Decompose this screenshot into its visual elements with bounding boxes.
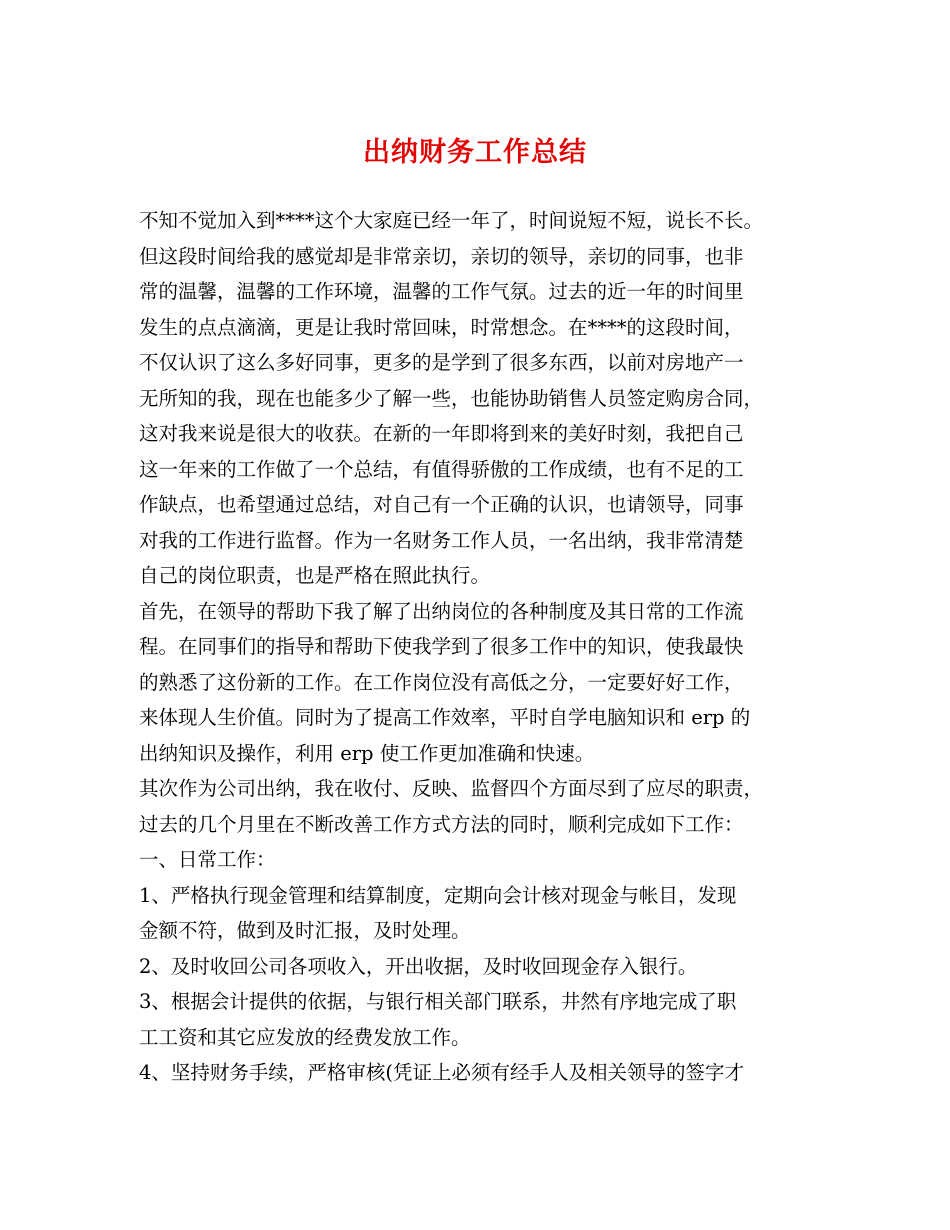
text-line: 4、坚持财务手续，严格审核(凭证上必须有经手人及相关领导的签字才 xyxy=(139,1061,745,1084)
document-title: 出纳财务工作总结 xyxy=(363,137,587,168)
text-line: 但这段时间给我的感觉却是非常亲切，亲切的领导，亲切的同事，也非 xyxy=(139,244,744,268)
text-line: 自己的岗位职责，也是严格在照此执行。 xyxy=(139,564,491,587)
text-line: 3、根据会计提供的依据，与银行相关部门联系，井然有序地完成了职 xyxy=(139,990,737,1013)
text-line: 一、日常工作： xyxy=(139,848,276,871)
text-line: 这一年来的工作做了一个总结，有值得骄傲的工作成绩，也有不足的工 xyxy=(139,457,744,481)
text-line: 出纳知识及操作，利用 erp 使工作更加准确和快速。 xyxy=(139,741,595,765)
text-line: 对我的工作进行监督。作为一名财务工作人员，一名出纳，我非常清楚 xyxy=(139,528,744,552)
text-line: 发生的点点滴滴，更是让我时常回味，时常想念。在****的这段时间， xyxy=(139,315,744,339)
text-line: 不知不觉加入到****这个大家庭已经一年了，时间说短不短，说长不长。 xyxy=(139,209,764,232)
text-line: 首先，在领导的帮助下我了解了出纳岗位的各种制度及其日常的工作流 xyxy=(139,599,744,623)
text-line: 过去的几个月里在不断改善工作方式方法的同时，顺利完成如下工作： xyxy=(139,812,744,836)
text-line: 程。在同事们的指导和帮助下使我学到了很多工作中的知识，使我最快 xyxy=(139,635,744,658)
text-line: 常的温馨，温馨的工作环境，温馨的工作气氛。过去的近一年的时间里 xyxy=(139,280,744,303)
text-line: 来体现人生价值。同时为了提高工作效率，平时自学电脑知识和 erp 的 xyxy=(139,706,751,729)
text-line: 无所知的我，现在也能多少了解一些，也能协助销售人员签定购房合同， xyxy=(139,386,764,410)
text-line: 2、及时收回公司各项收入，开出收据，及时收回现金存入银行。 xyxy=(139,954,698,978)
document-body xyxy=(139,203,829,1091)
text-line: 金额不符，做到及时汇报，及时处理。 xyxy=(139,919,471,942)
text-line: 这对我来说是很大的收获。在新的一年即将到来的美好时刻，我把自己 xyxy=(139,422,744,445)
text-line: 工工资和其它应发放的经费发放工作。 xyxy=(139,1025,471,1049)
text-line: 作缺点，也希望通过总结，对自己有一个正确的认识，也请领导，同事 xyxy=(139,493,744,516)
text-line: 1、严格执行现金管理和结算制度，定期向会计核对现金与帐目，发现 xyxy=(139,883,737,907)
text-line: 不仅认识了这么多好同事，更多的是学到了很多东西，以前对房地产一 xyxy=(139,351,744,374)
text-line: 的熟悉了这份新的工作。在工作岗位没有高低之分，一定要好好工作， xyxy=(139,670,744,694)
text-line: 其次作为公司出纳，我在收付、反映、监督四个方面尽到了应尽的职责， xyxy=(139,777,764,800)
